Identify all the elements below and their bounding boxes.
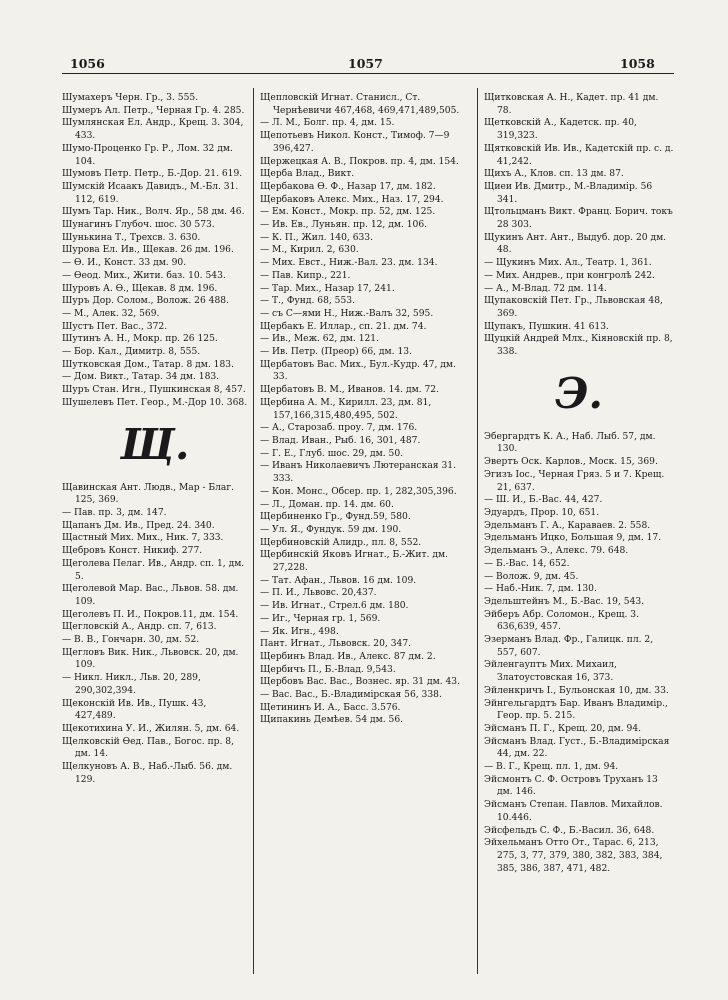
- directory-entry: Эдуардъ, Прор. 10, 651.: [484, 507, 600, 518]
- header-rule: [62, 73, 674, 74]
- directory-entry: Шумахеръ Черн. Гр., 3. 555.: [62, 93, 199, 103]
- directory-entry: Эйхельманъ Отто От., Тарас. 6, 213, 275, 3, 77, 379, 380, 382, 383, 384, 385, 386, 387, 471, 482.: [484, 838, 663, 874]
- directory-entry: — Тат. Афан., Львов. 16 дм. 109.: [260, 575, 417, 586]
- directory-entry: Эдельштейнъ М., Б.-Вас. 19, 543.: [484, 596, 645, 607]
- directory-entry: — М., Кирил. 2, 630.: [260, 245, 359, 256]
- directory-entry: — Влад. Иван., Рыб. 16, 301, 487.: [260, 435, 421, 446]
- directory-entry: Эйберъ Абр. Соломон., Крещ. 3. 636,639, 457.: [484, 609, 639, 633]
- directory-entry: Щербинскій Яковъ Игнат., Б.-Жит. дм. 27,228.: [260, 550, 448, 574]
- directory-entry: Щупаковскій Пет. Гр., Львовская 48, 369.: [484, 296, 663, 319]
- directory-entry: Щиеи Ив. Дмитр., М.-Владимір. 56 341.: [484, 181, 653, 205]
- directory-entry: Шумо-Проценко Гр. Р., Лом. 32 дм. 104.: [62, 143, 233, 167]
- page-number-right: 1058: [620, 56, 655, 71]
- directory-entry: Щербина А. М., Кирилл. 23, дм. 81, 157,166,315,480,495, 502.: [260, 397, 432, 421]
- directory-entry: Шуровъ А. Ѳ., Щекав. 8 дм. 196.: [62, 283, 218, 294]
- section-letter-e: Э.: [554, 368, 604, 418]
- directory-entry: — Як. Игн., 498.: [260, 626, 339, 637]
- directory-entry: Щеконскій Ив. Ив., Пушк. 43, 427,489.: [62, 698, 207, 722]
- directory-entry: Эйсмонтъ С. Ф. Островъ Труханъ 13 дм. 146.: [484, 774, 658, 798]
- directory-entry: Щитковская А. Н., Кадет. пр. 41 дм. 78.: [484, 93, 659, 116]
- directory-entry: Щекотихина У. И., Жилян. 5, дм. 64.: [62, 723, 240, 734]
- directory-entry: — Никл. Никл., Льв. 20, 289, 290,302,394.: [62, 673, 201, 696]
- directory-entry: Эйленкричъ І., Бульонская 10, дм. 33.: [484, 685, 669, 696]
- directory-entry: Щербатовъ Вас. Мих., Бул.-Кудр. 47, дм. 33.: [260, 359, 456, 383]
- directory-entry: Щеголевъ П. И., Покров.11, дм. 154.: [62, 609, 239, 620]
- directory-entry: Щупакъ, Пушкин. 41 613.: [484, 321, 609, 332]
- directory-entry: Щелковскій Ѳед. Пав., Богос. пр. 8, дм. 14.: [62, 736, 235, 760]
- directory-entry: Шумлянская Ел. Андр., Крещ. 3. 304, 433.: [62, 118, 244, 142]
- directory-entry: Щастный Мих. Мих., Ник. 7, 333.: [62, 533, 224, 544]
- directory-entry: Эйсманъ Влад. Густ., Б.-Владимірская 44, дм. 22.: [484, 736, 670, 760]
- directory-entry: Щеголева Пелаг. Ив., Андр. сп. 1, дм. 5.: [62, 558, 245, 582]
- directory-entry: Щятковскій Ив. Ив., Кадетскій пр. с. д. 41,242.: [484, 143, 674, 167]
- directory-entry: — Пав. Кипр., 221.: [260, 270, 351, 281]
- directory-entry: Эгизъ Іос., Черная Гряз. 5 и 7. Крещ. 21, 637.: [484, 469, 665, 493]
- column-center: [260, 92, 472, 727]
- column-right: [484, 92, 674, 875]
- directory-entry: — М., Алек. 32, 569.: [62, 308, 160, 319]
- directory-entry: Шунагинъ Глубоч. шос. 30 573.: [62, 220, 215, 231]
- directory-entry: — В. В., Гончарн. 30, дм. 52.: [62, 635, 200, 646]
- directory-entry: Эйленгауптъ Мих. Михаил, Златоустовская 16, 373.: [484, 660, 617, 684]
- directory-entry: Щепловскій Игнат. Станисл., Ст. Чернѣевичи 467,468, 469,471,489,505.: [260, 93, 460, 116]
- directory-entry: — К. П., Жил. 140, 633.: [260, 232, 374, 243]
- directory-entry: Щукинъ Ант. Ант., Выдуб. дор. 20 дм. 48.: [484, 232, 667, 256]
- directory-entry: Щуцкій Андрей Млх., Кіяновскій пр. 8, 338.: [484, 334, 673, 358]
- directory-entry: Щипакинь Демѣев. 54 дм. 56.: [260, 715, 404, 726]
- directory-entry: — Вас. Вас., Б.-Владимірская 56, 338.: [260, 690, 442, 701]
- directory-entry: Щапанъ Дм. Ив., Пред. 24. 340.: [62, 520, 215, 531]
- directory-entry: Шумеръ Ал. Петр., Черная Гр. 4. 285.: [62, 105, 245, 116]
- directory-entry: — П. И., Львовс. 20,437.: [260, 588, 377, 599]
- directory-entry: — Ив. Ев., Луньян. пр. 12, дм. 106.: [260, 220, 428, 231]
- directory-entry: — Ул. Я., Фундук. 59 дм. 190.: [260, 524, 402, 535]
- column-left: [62, 92, 248, 786]
- directory-entry: Эйсманъ Степан. Павлов. Михайлов. 10.446.: [484, 800, 663, 823]
- directory-entry: — Ив. Петр. (Преор) 66, дм. 13.: [260, 347, 412, 358]
- column-separator: [253, 88, 254, 974]
- directory-entry: — Ив. Игнат., Стрел.6 дм. 180.: [260, 601, 409, 612]
- directory-entry: — В. Г., Крещ. пл. 1, дм. 94.: [484, 762, 619, 773]
- directory-entry: — Волож. 9, дм. 45.: [484, 571, 579, 582]
- directory-entry: Эдельманъ Ицко, Большая 9, дм. 17.: [484, 533, 662, 544]
- directory-entry: Шутинъ А. Н., Мокр. пр. 26 125.: [62, 334, 218, 345]
- directory-entry: Щербакова Ѳ. Ф., Назар 17, дм. 182.: [260, 181, 436, 192]
- directory-entry: Щелкуновъ А. В., Наб.-Лыб. 56. дм. 129.: [62, 762, 233, 785]
- directory-entry: Щавинская Ант. Людв., Мар - Благ. 125, 369.: [62, 482, 235, 506]
- directory-entry: Эзерманъ Влад. Фр., Галицк. пл. 2, 557, 607.: [484, 635, 654, 658]
- directory-entry: Шумскій Исаакъ Давидъ., М.-Бл. 31. 112, 619.: [62, 181, 239, 205]
- directory-entry: Шуръ Дор. Солом., Волож. 26 488.: [62, 296, 229, 307]
- directory-entry: Щержецкая А. В., Покров. пр. 4, дм. 154.: [260, 156, 459, 167]
- directory-entry: Щербовъ Вас. Вас., Вознес. яр. 31 дм. 43.: [260, 677, 461, 688]
- directory-entry: Щепотьевъ Никол. Конст., Тимоф. 7—9 396,427.: [260, 131, 450, 154]
- directory-entry: Шунькина Т., Трехсв. 3. 630.: [62, 232, 201, 243]
- directory-entry: — А., Старозаб. проу. 7, дм. 176.: [260, 423, 418, 434]
- page-number-center: 1057: [348, 56, 383, 71]
- directory-entry: Щербатовъ В. М., Иванов. 14. дм. 72.: [260, 385, 440, 396]
- directory-entry: Шумъ Тар. Ник., Волч. Яр., 58 дм. 46.: [62, 207, 245, 218]
- directory-entry: — Тар. Мих., Назар 17, 241.: [260, 283, 395, 294]
- directory-entry: — Б.-Вас. 14, 652.: [484, 558, 570, 569]
- directory-entry: — Л. М., Болг. пр. 4, дм. 15.: [260, 118, 395, 129]
- directory-entry: Шуръ Стан. Игн., Пушкинская 8, 457.: [62, 385, 246, 396]
- directory-entry: Щербакъ Е. Иллар., сп. 21. дм. 74.: [260, 321, 427, 332]
- directory-entry: Эдельманъ Э., Алекс. 79. 648.: [484, 546, 629, 557]
- directory-entry: Эбергардтъ К. А., Наб. Лыб. 57, дм. 130.: [484, 431, 656, 455]
- directory-entry: — Иг., Черная гр. 1, 569.: [260, 613, 381, 624]
- directory-entry: Щетковскій А., Кадетск. пр. 40, 319,323.: [484, 118, 637, 142]
- directory-entry: Щегловъ Вик. Ник., Львовск. 20, дм. 109.: [62, 647, 239, 671]
- directory-entry: Щербиненко Гр., Фунд.59, 580.: [260, 512, 411, 523]
- directory-entry: Щеголевой Мар. Вас., Львов. 58. дм. 109.: [62, 584, 239, 607]
- page-number-left: 1056: [70, 56, 105, 71]
- directory-entry: — съ С—ями Н., Ниж.-Валъ 32, 595.: [260, 308, 434, 319]
- directory-entry: — Мих. Андрев., при конгролѣ 242.: [484, 270, 655, 281]
- directory-entry: Пант. Игнат., Львовск. 20, 347.: [260, 639, 412, 650]
- directory-entry: Шустъ Пет. Вас., 372.: [62, 321, 168, 332]
- directory-entry: Шумовъ Петр. Петр., Б.-Дор. 21. 619.: [62, 169, 243, 180]
- directory-entry: Щербаковъ Алекс. Мих., Наз. 17, 294.: [260, 194, 444, 205]
- directory-entry: — Ив., Меж. 62, дм. 121.: [260, 334, 380, 345]
- directory-entry: Шушелевъ Пет. Геор., М.-Дор 10. 368.: [62, 397, 248, 408]
- directory-entry: Щихъ А., Клов. сп. 13 дм. 87.: [484, 169, 624, 180]
- directory-entry: Щербинъ Влад. Ив., Алекс. 87 дм. 2.: [260, 651, 436, 662]
- directory-entry: Щебровъ Конст. Никиф. 277.: [62, 546, 203, 557]
- directory-entry: — Ш. И., Б.-Вас. 44, 427.: [484, 495, 603, 506]
- directory-entry: Шутковская Дом., Татар. 8 дм. 183.: [62, 359, 234, 370]
- directory-entry: — Иванъ Николаевичъ Лютеранская 31. 333.: [260, 461, 456, 485]
- directory-entry: Щтольцманъ Викт. Франц. Борич. токъ 28 303.: [484, 207, 673, 231]
- directory-entry: Эйсманъ П. Г., Крещ. 20, дм. 94.: [484, 723, 642, 734]
- directory-entry: — Наб.-Ник. 7, дм. 130.: [484, 584, 597, 595]
- directory-entry: Щербиновскій Алидр., пл. 8, 552.: [260, 537, 422, 548]
- directory-entry: Эйнгельгардтъ Бар. Иванъ Владимір., Геор. пр. 5. 215.: [484, 698, 668, 722]
- column-separator: [477, 88, 478, 974]
- directory-entry: — Дом. Викт., Татар. 34 дм. 183.: [62, 372, 220, 383]
- directory-entry: — Ѳ. И., Конст. 33 дм. 90.: [62, 258, 187, 269]
- directory-entry: — Мих. Евст., Ниж.-Вал. 23. дм. 134.: [260, 258, 438, 269]
- directory-entry: Эйсфельдъ С. Ф., Б.-Васил. 36, 648.: [484, 825, 655, 836]
- section-letter-shcha: Щ.: [120, 419, 190, 469]
- directory-entry: — Бор. Кал., Димитр. 8, 555.: [62, 347, 201, 358]
- directory-entry: Щерба Влад., Викт.: [260, 169, 355, 180]
- directory-entry: Шурова Ел. Ив., Щекав. 26 дм. 196.: [62, 245, 234, 256]
- directory-entry: — Пав. пр. 3, дм. 147.: [62, 507, 167, 518]
- directory-entry: — Г. Е., Глуб. шос. 29, дм. 50.: [260, 448, 404, 459]
- directory-entry: Эдельманъ Г. А., Караваев. 2. 558.: [484, 520, 651, 531]
- directory-entry: — Т., Фунд. 68, 553.: [260, 296, 355, 307]
- directory-entry: Щетининъ И. А., Басс. 3.576.: [260, 702, 401, 713]
- directory-entry: — Кон. Монс., Обсер. пр. 1, 282,305,396.: [260, 486, 457, 497]
- directory-entry: — А., М-Влад. 72 дм. 114.: [484, 283, 607, 294]
- directory-entry: Щербичъ П., Б.-Влад. 9,543.: [260, 664, 396, 675]
- directory-entry: — Щукинъ Мих. Ал., Театр. 1, 361.: [484, 258, 652, 269]
- directory-entry: — Ѳеод. Мих., Жити. бaз. 10. 543.: [62, 270, 226, 281]
- directory-entry: — Л., Доман. пр. 14. дм. 60.: [260, 499, 394, 510]
- directory-entry: — Ем. Конст., Мокр. пр. 52, дм. 125.: [260, 207, 436, 218]
- directory-entry: Щегловскій А., Андр. сп. 7, 613.: [62, 622, 217, 633]
- directory-entry: Эвертъ Оск. Карлов., Моск. 15, 369.: [484, 457, 658, 468]
